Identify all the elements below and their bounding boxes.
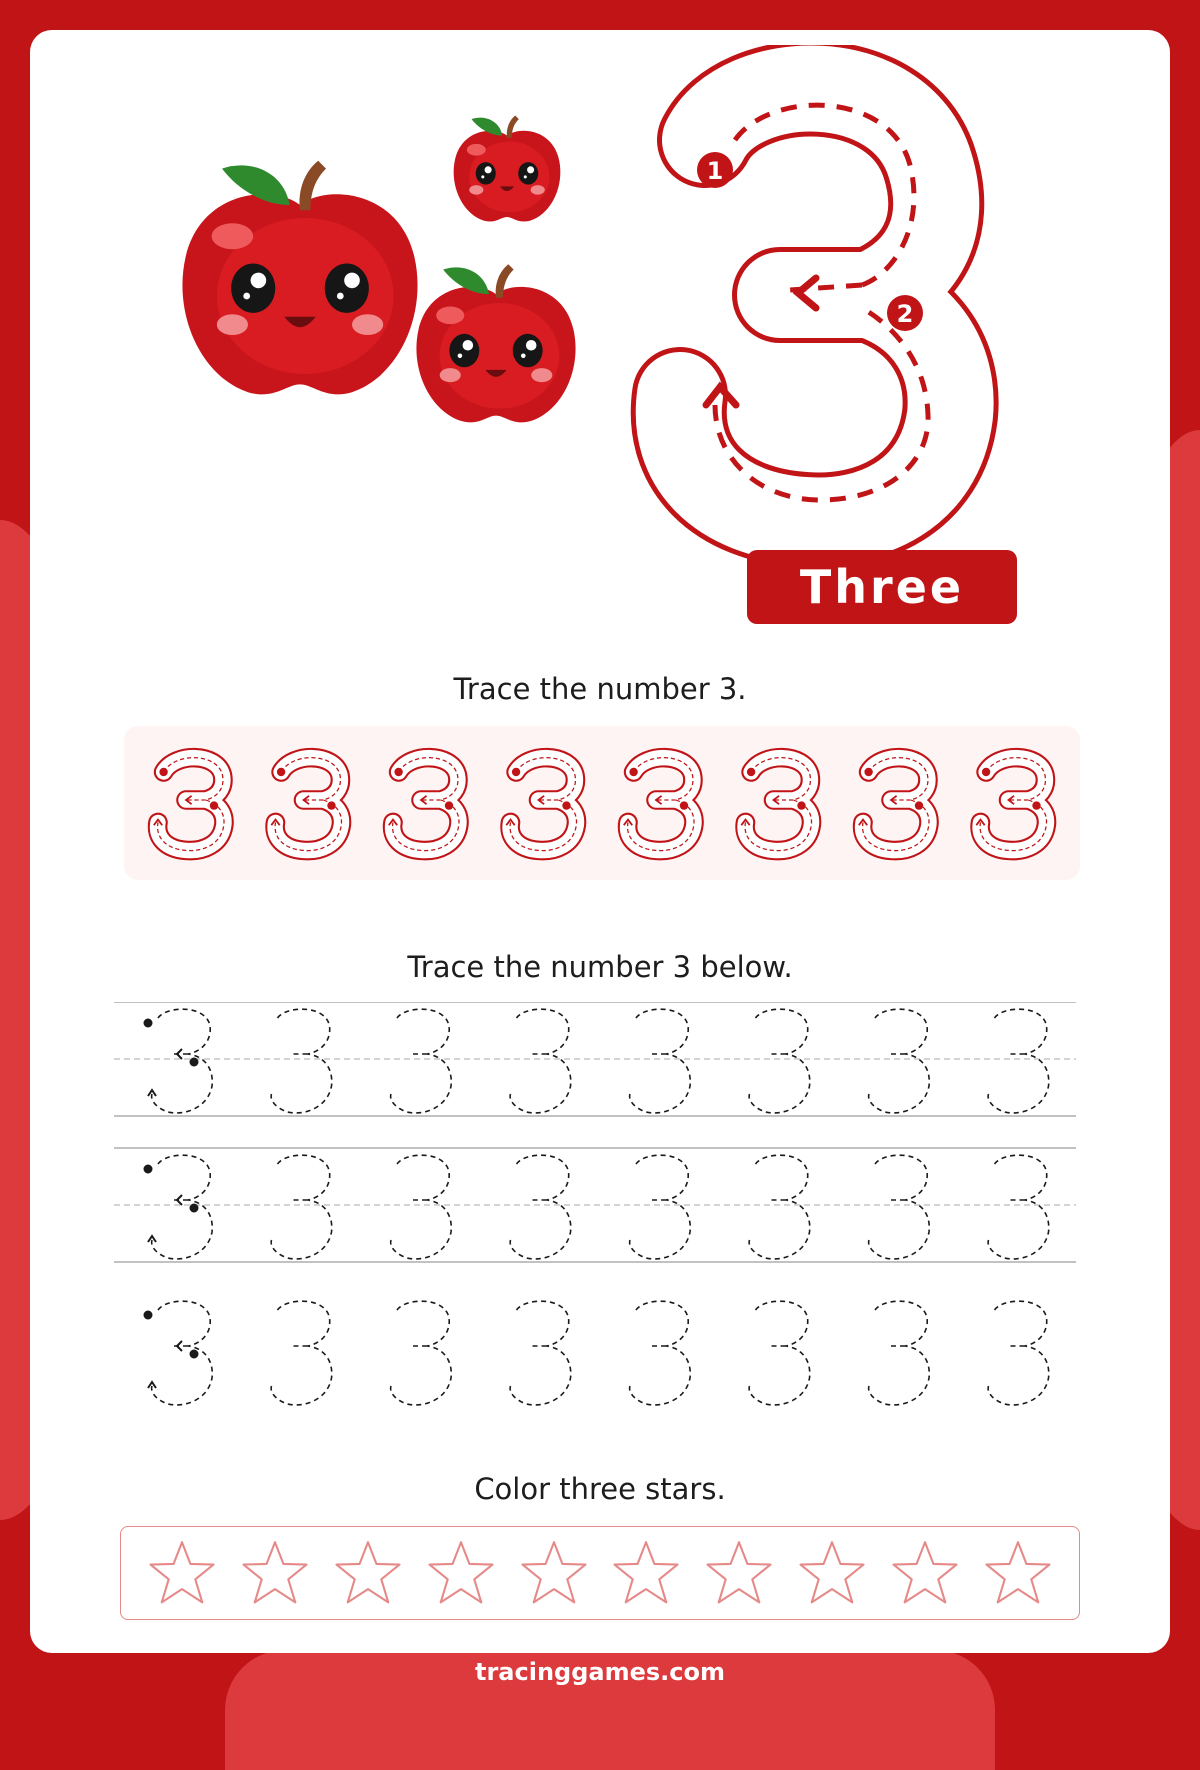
apple-icon-small <box>448 110 566 232</box>
apple-icon-medium <box>408 256 584 438</box>
instruction-trace-lines: Trace the number 3 below. <box>407 950 793 984</box>
star-icon[interactable] <box>426 1538 496 1608</box>
tracing-practice-area[interactable] <box>114 1002 1084 1432</box>
dashed-three[interactable] <box>510 1155 571 1259</box>
dashed-three[interactable] <box>144 1155 213 1259</box>
dashed-three[interactable] <box>988 1155 1049 1259</box>
dashed-three[interactable] <box>749 1301 810 1405</box>
outline-three[interactable] <box>976 758 1046 851</box>
dashed-three[interactable] <box>271 1301 332 1405</box>
star-icon[interactable] <box>704 1538 774 1608</box>
star-icon[interactable] <box>519 1538 589 1608</box>
stars-box <box>120 1526 1080 1620</box>
dashed-three[interactable] <box>630 1009 691 1113</box>
star-icon[interactable] <box>611 1538 681 1608</box>
outline-three[interactable] <box>389 758 459 851</box>
dashed-three[interactable] <box>869 1009 930 1113</box>
dashed-three[interactable] <box>630 1155 691 1259</box>
dashed-three[interactable] <box>510 1009 571 1113</box>
outline-three[interactable] <box>859 758 929 851</box>
dashed-three[interactable] <box>630 1301 691 1405</box>
trace-outline-box <box>124 726 1080 880</box>
dashed-three[interactable] <box>988 1301 1049 1405</box>
svg-text:1: 1 <box>706 157 724 185</box>
outline-three[interactable] <box>154 758 224 851</box>
star-icon[interactable] <box>147 1538 217 1608</box>
outline-three[interactable] <box>741 758 811 851</box>
dashed-three[interactable] <box>869 1301 930 1405</box>
outline-threes-row <box>124 726 1080 880</box>
star-icon[interactable] <box>240 1538 310 1608</box>
dashed-three[interactable] <box>749 1155 810 1259</box>
dashed-three[interactable] <box>988 1009 1049 1113</box>
footer-site: tracinggames.com <box>474 1658 725 1686</box>
star-icon[interactable] <box>890 1538 960 1608</box>
outline-three[interactable] <box>271 758 341 851</box>
apple-icon-large <box>170 148 430 418</box>
svg-text:2: 2 <box>896 300 914 328</box>
dashed-three[interactable] <box>144 1009 213 1113</box>
worksheet-card <box>30 30 1170 1653</box>
instruction-color-stars: Color three stars. <box>474 1472 726 1506</box>
dashed-three[interactable] <box>391 1155 452 1259</box>
dashed-three[interactable] <box>869 1155 930 1259</box>
dashed-three[interactable] <box>391 1009 452 1113</box>
dashed-three[interactable] <box>391 1301 452 1405</box>
big-numeral-three <box>630 45 1010 565</box>
instruction-trace-outline: Trace the number 3. <box>453 672 747 706</box>
outline-three[interactable] <box>624 758 694 851</box>
star-icon[interactable] <box>797 1538 867 1608</box>
dashed-three[interactable] <box>271 1155 332 1259</box>
star-icon[interactable] <box>983 1538 1053 1608</box>
dashed-three[interactable] <box>271 1009 332 1113</box>
dashed-three[interactable] <box>144 1301 213 1405</box>
dashed-three[interactable] <box>510 1301 571 1405</box>
star-icon[interactable] <box>333 1538 403 1608</box>
number-name-badge: Three <box>747 550 1017 624</box>
dashed-three[interactable] <box>749 1009 810 1113</box>
outline-three[interactable] <box>506 758 576 851</box>
